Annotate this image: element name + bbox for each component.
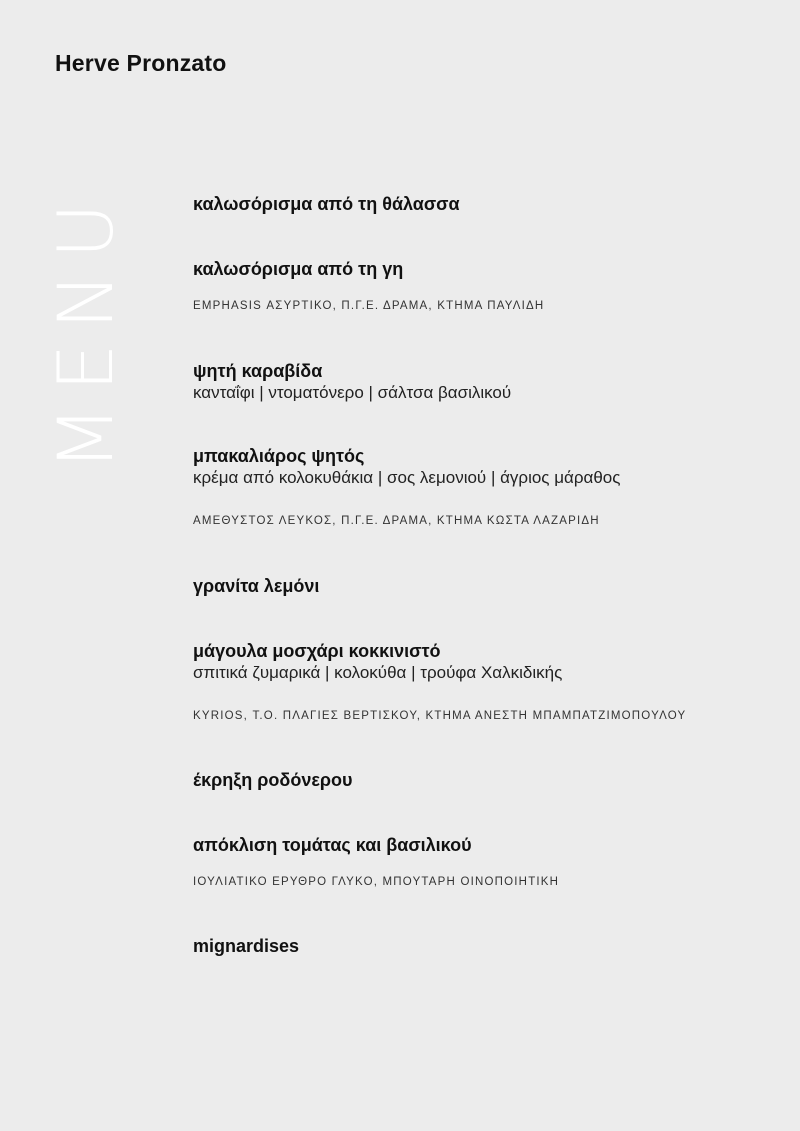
dish-name: ψητή καραβίδα [193, 361, 323, 381]
menu-item [193, 193, 460, 215]
menu-vertical-title-text: MENU [41, 188, 130, 472]
menu-item [193, 360, 511, 404]
dish-name: έκρηξη ροδόνερου [193, 770, 353, 790]
dish-name: μπακαλιάρος ψητός [193, 446, 365, 466]
dish-name: απόκλιση τομάτας και βασιλικού [193, 835, 472, 855]
dish-description: κρέμα από κολοκυθάκια | σος λεμονιού | άγριος μάραθος [193, 468, 621, 487]
menu-item [193, 834, 472, 856]
wine-pairing: EMPHASIS ΑΣΥΡΤΙΚΟ, Π.Γ.Ε. ΔΡΑΜΑ, ΚΤΗΜΑ ΠΑΥΛΙΔΗ [193, 300, 545, 312]
dish-name: καλωσόρισμα από τη γη [193, 259, 404, 279]
menu-item [193, 935, 299, 957]
menu-item [193, 445, 620, 489]
menu-item [193, 258, 403, 280]
menu-item [193, 769, 353, 791]
dish-name: γρανίτα λεμόνι [193, 576, 320, 596]
menu-item [193, 575, 319, 597]
wine-pairing: ΑΜΕΘΥΣΤΟΣ ΛΕΥΚΟΣ, Π.Γ.Ε. ΔΡΑΜΑ, ΚΤΗΜΑ ΚΩΣΤΑ ΛΑΖΑΡΙΔΗ [193, 515, 600, 527]
dish-description: κανταΐφι | ντοματόνερο | σάλτσα βασιλικού [193, 383, 512, 402]
menu-vertical-title [41, 188, 130, 472]
wine-pairing: KYRIOS, Τ.Ο. ΠΛΑΓΙΕΣ ΒΕΡΤΙΣΚΟΥ, ΚΤΗΜΑ ΑΝΕΣΤΗ ΜΠΑΜΠΑΤΖΙΜΟΠΟΥΛΟΥ [193, 710, 687, 722]
dish-name: μάγουλα μοσχάρι κοκκινιστό [193, 641, 441, 661]
dish-description: σπιτικά ζυμαρικά | κολοκύθα | τρούφα Χαλκιδικής [193, 663, 563, 682]
wine-pairing: ΙΟΥΛΙΑΤΙΚΟ ΕΡΥΘΡΟ ΓΛΥΚΟ, ΜΠΟΥΤΑΡΗ ΟΙΝΟΠΟΙΗΤΙΚΗ [193, 876, 560, 888]
dish-name: mignardises [193, 936, 300, 956]
dish-name: καλωσόρισμα από τη θάλασσα [193, 194, 460, 214]
menu-item [193, 640, 562, 684]
chef-name: Herve Pronzato [55, 50, 227, 76]
